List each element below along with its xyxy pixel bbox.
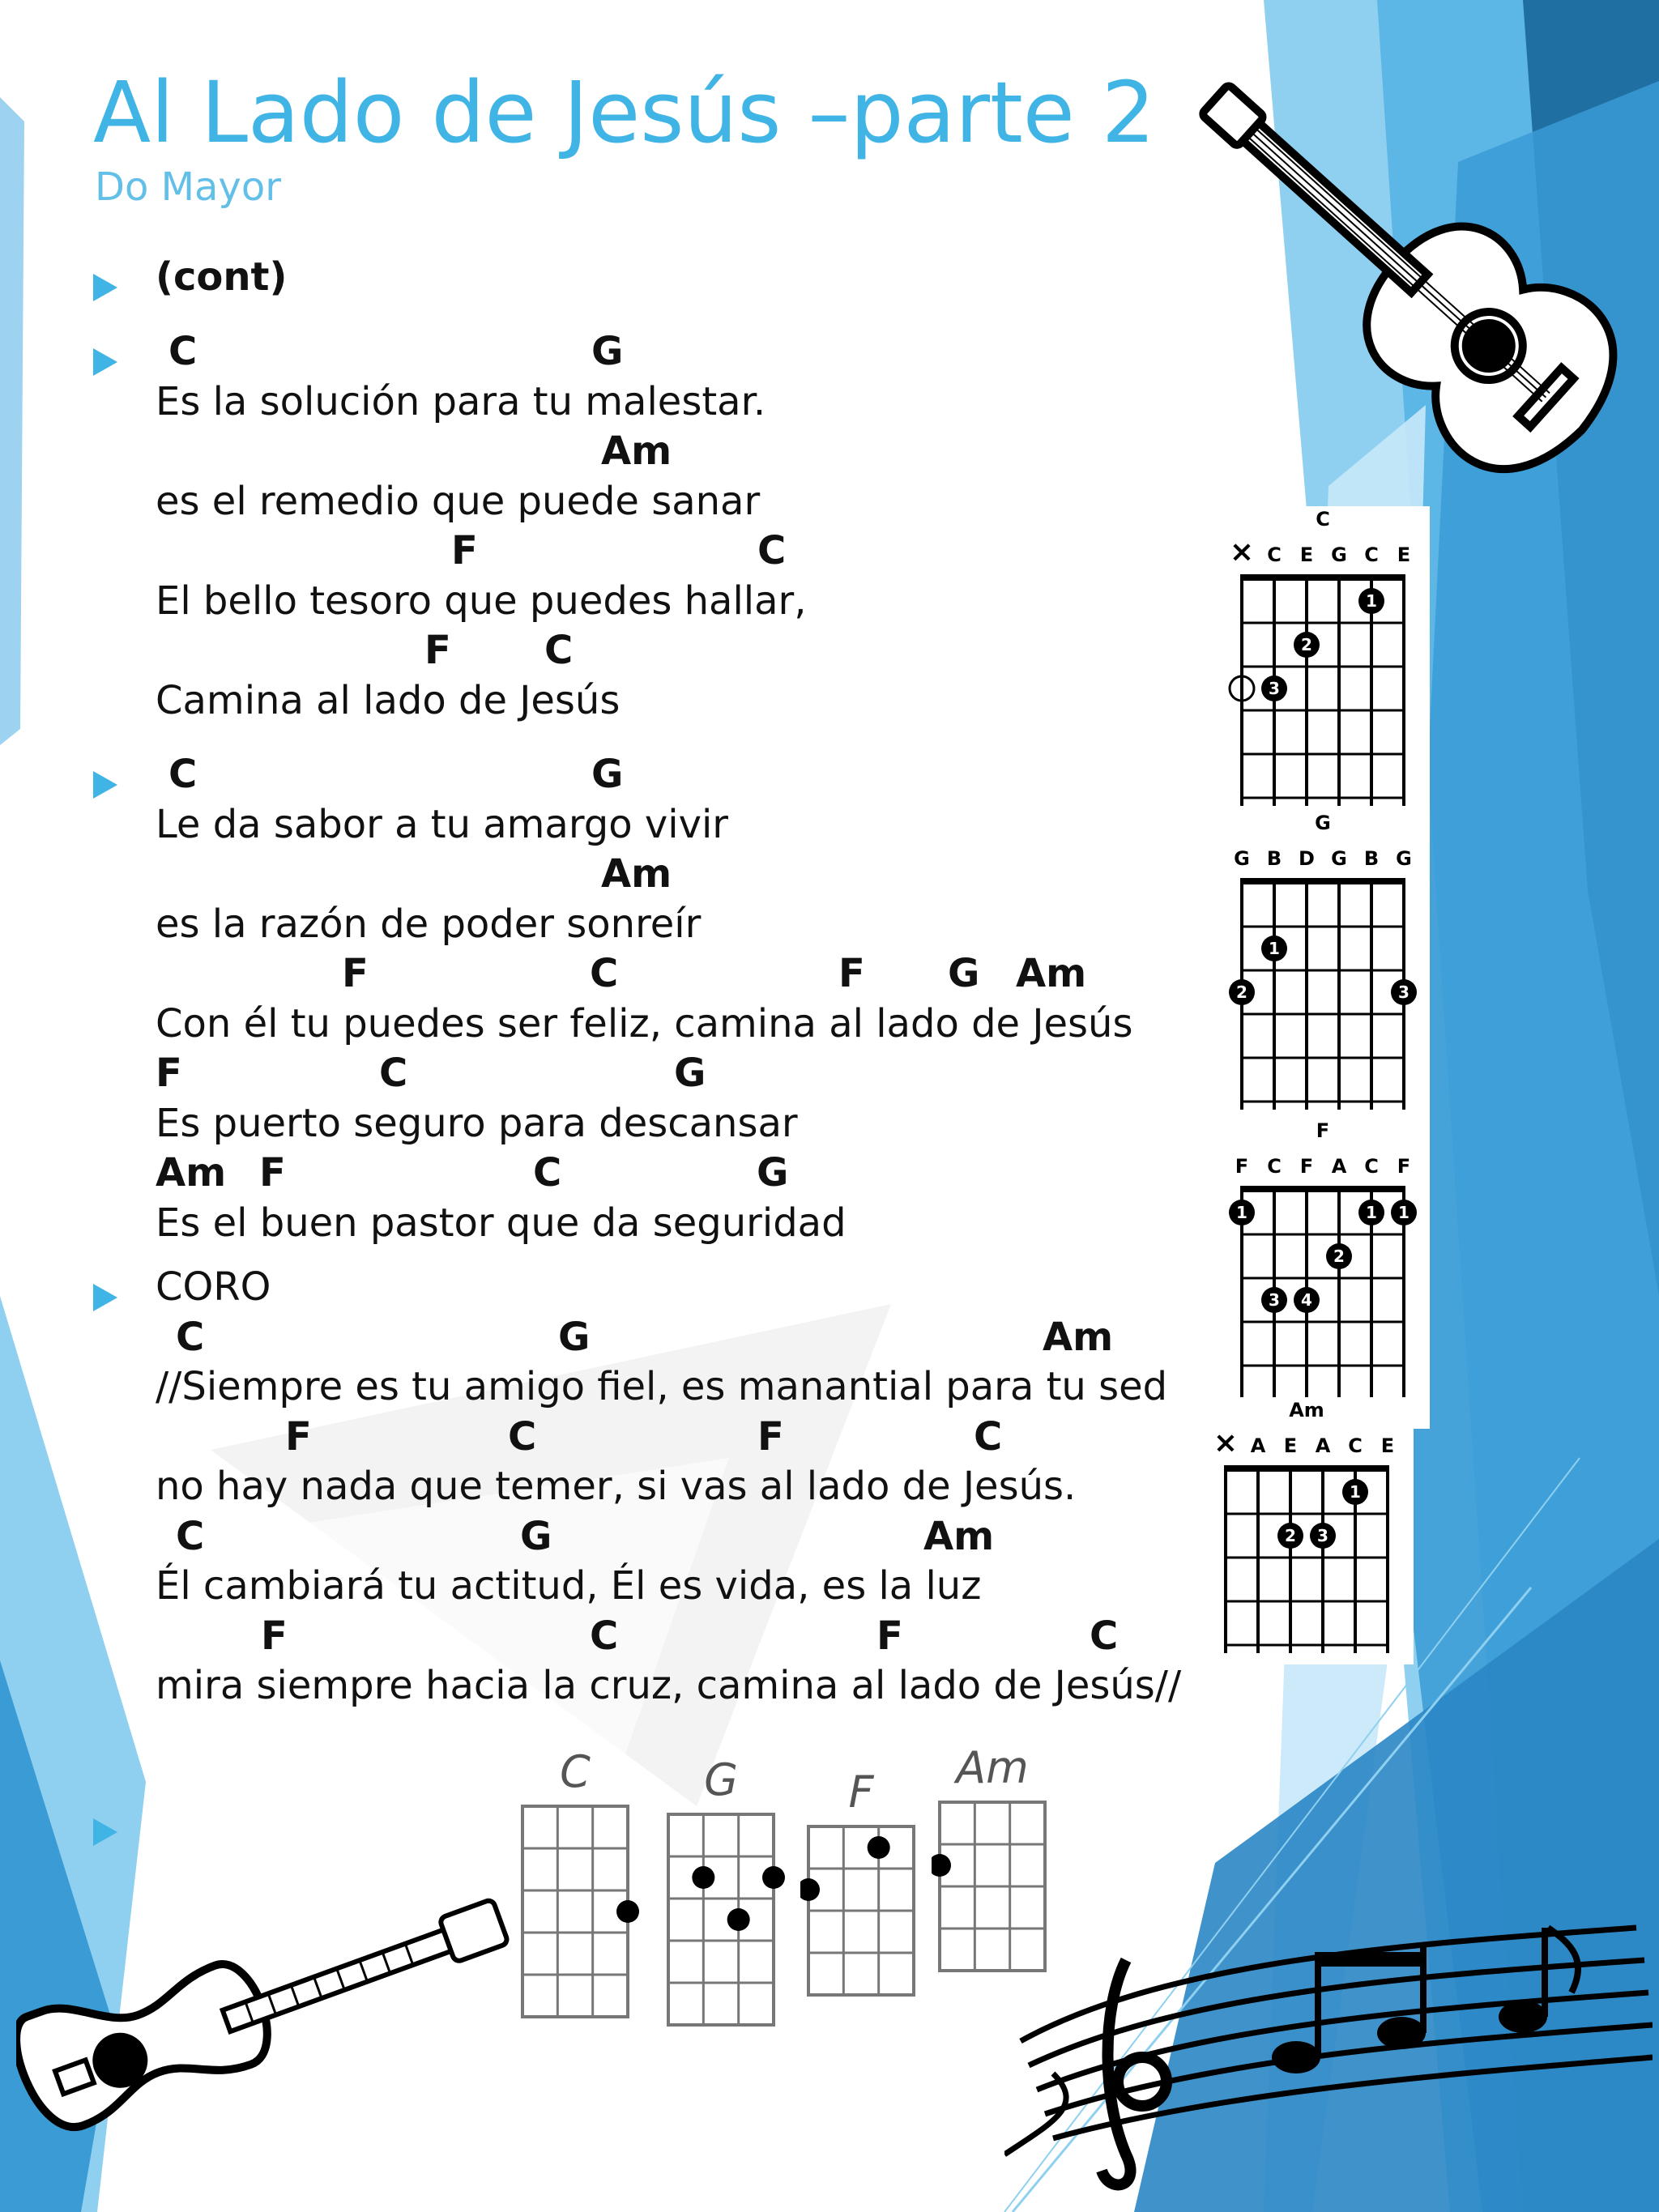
- chord-label: C: [590, 951, 619, 996]
- string-label: B: [1363, 847, 1380, 870]
- chord-name: G: [1315, 812, 1331, 834]
- finger-dot: [762, 1866, 785, 1889]
- chord-label: C: [757, 528, 787, 573]
- string-label: E: [1380, 1434, 1395, 1457]
- ukulele-chord-chart: [514, 1741, 644, 2028]
- chord-label: G: [674, 1051, 706, 1096]
- chord-label: G: [948, 951, 980, 996]
- chord-label: F: [451, 528, 478, 573]
- page-title: Al Lado de Jesús –parte 2: [93, 63, 1156, 162]
- lyric-line: mira siempre hacia la cruz, camina al lado de Jesús//: [156, 1663, 1182, 1708]
- lyric-line: //Siempre es tu amigo fiel, es manantial para tu sed: [156, 1364, 1168, 1409]
- bullet-icon: [93, 348, 117, 376]
- string-label: ×: [1229, 535, 1255, 569]
- chord-label: F: [876, 1613, 903, 1659]
- bullet-icon: [93, 1284, 117, 1311]
- chord-name: G: [704, 1754, 738, 1805]
- finger-number: 3: [1317, 1526, 1328, 1545]
- chord-name: F: [1316, 1119, 1330, 1142]
- chord-label: C: [544, 628, 574, 673]
- string-label: A: [1315, 1434, 1331, 1457]
- lyric-line: El bello tesoro que puedes hallar,: [156, 578, 807, 624]
- chord-label: F: [424, 628, 451, 673]
- lyric-line: Con él tu puedes ser feliz, camina al lado de Jesús: [156, 1000, 1133, 1046]
- chord-label: G: [558, 1314, 591, 1360]
- chord-name: C: [560, 1746, 591, 1797]
- string-label: G: [1396, 847, 1412, 870]
- guitar-icon: [1150, 16, 1653, 518]
- chord-label: F: [757, 1413, 784, 1460]
- lyric-line: es el remedio que puede sanar: [156, 478, 761, 524]
- finger-number: 1: [1350, 1482, 1361, 1502]
- chord-label: F: [285, 1413, 312, 1460]
- chord-label: F: [342, 951, 369, 996]
- chord-label: G: [520, 1513, 552, 1559]
- finger-dot: [692, 1866, 714, 1889]
- string-label: G: [1331, 543, 1347, 566]
- lyric-line: Es puerto seguro para descansar: [156, 1100, 798, 1146]
- finger-number: 3: [1269, 679, 1280, 698]
- ukulele-icon: [16, 1847, 510, 2138]
- finger-number: 1: [1366, 591, 1377, 611]
- string-label: C: [1348, 1434, 1363, 1457]
- lyric-line: CORO: [156, 1264, 271, 1310]
- music-notes-icon: [1004, 1912, 1653, 2203]
- chord-label: G: [591, 752, 624, 797]
- finger-number: 2: [1301, 635, 1312, 654]
- lyric-line: Él cambiará tu actitud, Él es vida, es la luz: [156, 1563, 982, 1609]
- finger-number: 1: [1366, 1203, 1377, 1222]
- string-label: E: [1397, 543, 1411, 566]
- chord-label: C: [533, 1150, 562, 1196]
- chord-label: F: [838, 951, 865, 996]
- finger-number: 1: [1398, 1203, 1410, 1222]
- string-label: B: [1266, 847, 1282, 870]
- lyric-line: no hay nada que temer, si vas al lado de Jesús.: [156, 1464, 1077, 1509]
- chord-label: F: [259, 1150, 286, 1196]
- chord-name: Am: [956, 1742, 1029, 1793]
- chord-name: Am: [1289, 1399, 1324, 1421]
- chord-label: C: [168, 752, 198, 797]
- string-label: A: [1331, 1155, 1347, 1178]
- string-label: ×: [1213, 1426, 1239, 1460]
- string-label: F: [1397, 1155, 1411, 1178]
- finger-dot: [868, 1836, 890, 1859]
- chord-label: Am: [156, 1150, 227, 1196]
- chord-label: C: [974, 1413, 1003, 1460]
- string-label: C: [1364, 1155, 1379, 1178]
- finger-number: 3: [1398, 982, 1410, 1002]
- string-label: E: [1283, 1434, 1298, 1457]
- guitar-chord-chart: [1203, 1397, 1414, 1664]
- string-label: G: [1234, 847, 1250, 870]
- lyric-line: Es el buen pastor que da seguridad: [156, 1200, 847, 1246]
- chord-label: C: [168, 329, 198, 374]
- finger-number: 2: [1236, 982, 1247, 1002]
- bullet-icon: [93, 771, 117, 799]
- finger-number: 2: [1285, 1526, 1296, 1545]
- chord-label: Am: [601, 428, 672, 474]
- guitar-chord-chart: [1219, 506, 1430, 817]
- guitar-chord-chart: [1219, 810, 1430, 1121]
- string-label: E: [1299, 543, 1314, 566]
- string-label: C: [1267, 1155, 1282, 1178]
- chord-label: Am: [923, 1513, 995, 1559]
- chord-label: C: [176, 1513, 205, 1559]
- chord-label: Am: [1016, 951, 1087, 996]
- string-label: C: [1267, 543, 1282, 566]
- finger-dot: [616, 1900, 639, 1923]
- finger-number: 2: [1333, 1247, 1345, 1266]
- string-label: F: [1235, 1155, 1249, 1178]
- chord-label: Am: [601, 851, 672, 897]
- string-label: A: [1250, 1434, 1266, 1457]
- lyric-line: Es la solución para tu malestar.: [156, 378, 766, 424]
- string-label: G: [1331, 847, 1347, 870]
- chord-label: Am: [1043, 1314, 1114, 1360]
- chord-label: C: [590, 1613, 619, 1659]
- string-label: D: [1299, 847, 1315, 870]
- chord-label: F: [261, 1613, 288, 1659]
- string-label: F: [1299, 1155, 1314, 1178]
- bullet-icon: [93, 274, 117, 301]
- lyric-line: Camina al lado de Jesús: [156, 677, 621, 723]
- chord-label: (cont): [156, 254, 288, 300]
- chord-label: C: [176, 1314, 205, 1360]
- chord-label: C: [379, 1051, 408, 1096]
- chord-label: G: [591, 329, 624, 374]
- ukulele-chord-chart: [800, 1762, 930, 2006]
- string-label: C: [1364, 543, 1379, 566]
- ukulele-chord-chart: [660, 1750, 790, 2036]
- guitar-chord-chart: [1219, 1118, 1430, 1429]
- finger-number: 1: [1269, 939, 1280, 958]
- finger-number: 4: [1301, 1290, 1312, 1310]
- lyric-line: Le da sabor a tu amargo vivir: [156, 801, 729, 847]
- bullet-icon: [93, 1818, 117, 1846]
- chord-label: F: [156, 1051, 182, 1096]
- lyric-line: es la razón de poder sonreír: [156, 901, 702, 947]
- chord-name: F: [848, 1767, 874, 1818]
- chord-label: C: [1090, 1613, 1119, 1659]
- finger-number: 1: [1236, 1203, 1247, 1222]
- page-subtitle: Do Mayor: [95, 164, 281, 210]
- finger-number: 3: [1269, 1290, 1280, 1310]
- chord-name: C: [1316, 508, 1330, 531]
- chord-label: C: [508, 1413, 537, 1460]
- finger-dot: [727, 1908, 750, 1931]
- chord-label: G: [757, 1150, 789, 1196]
